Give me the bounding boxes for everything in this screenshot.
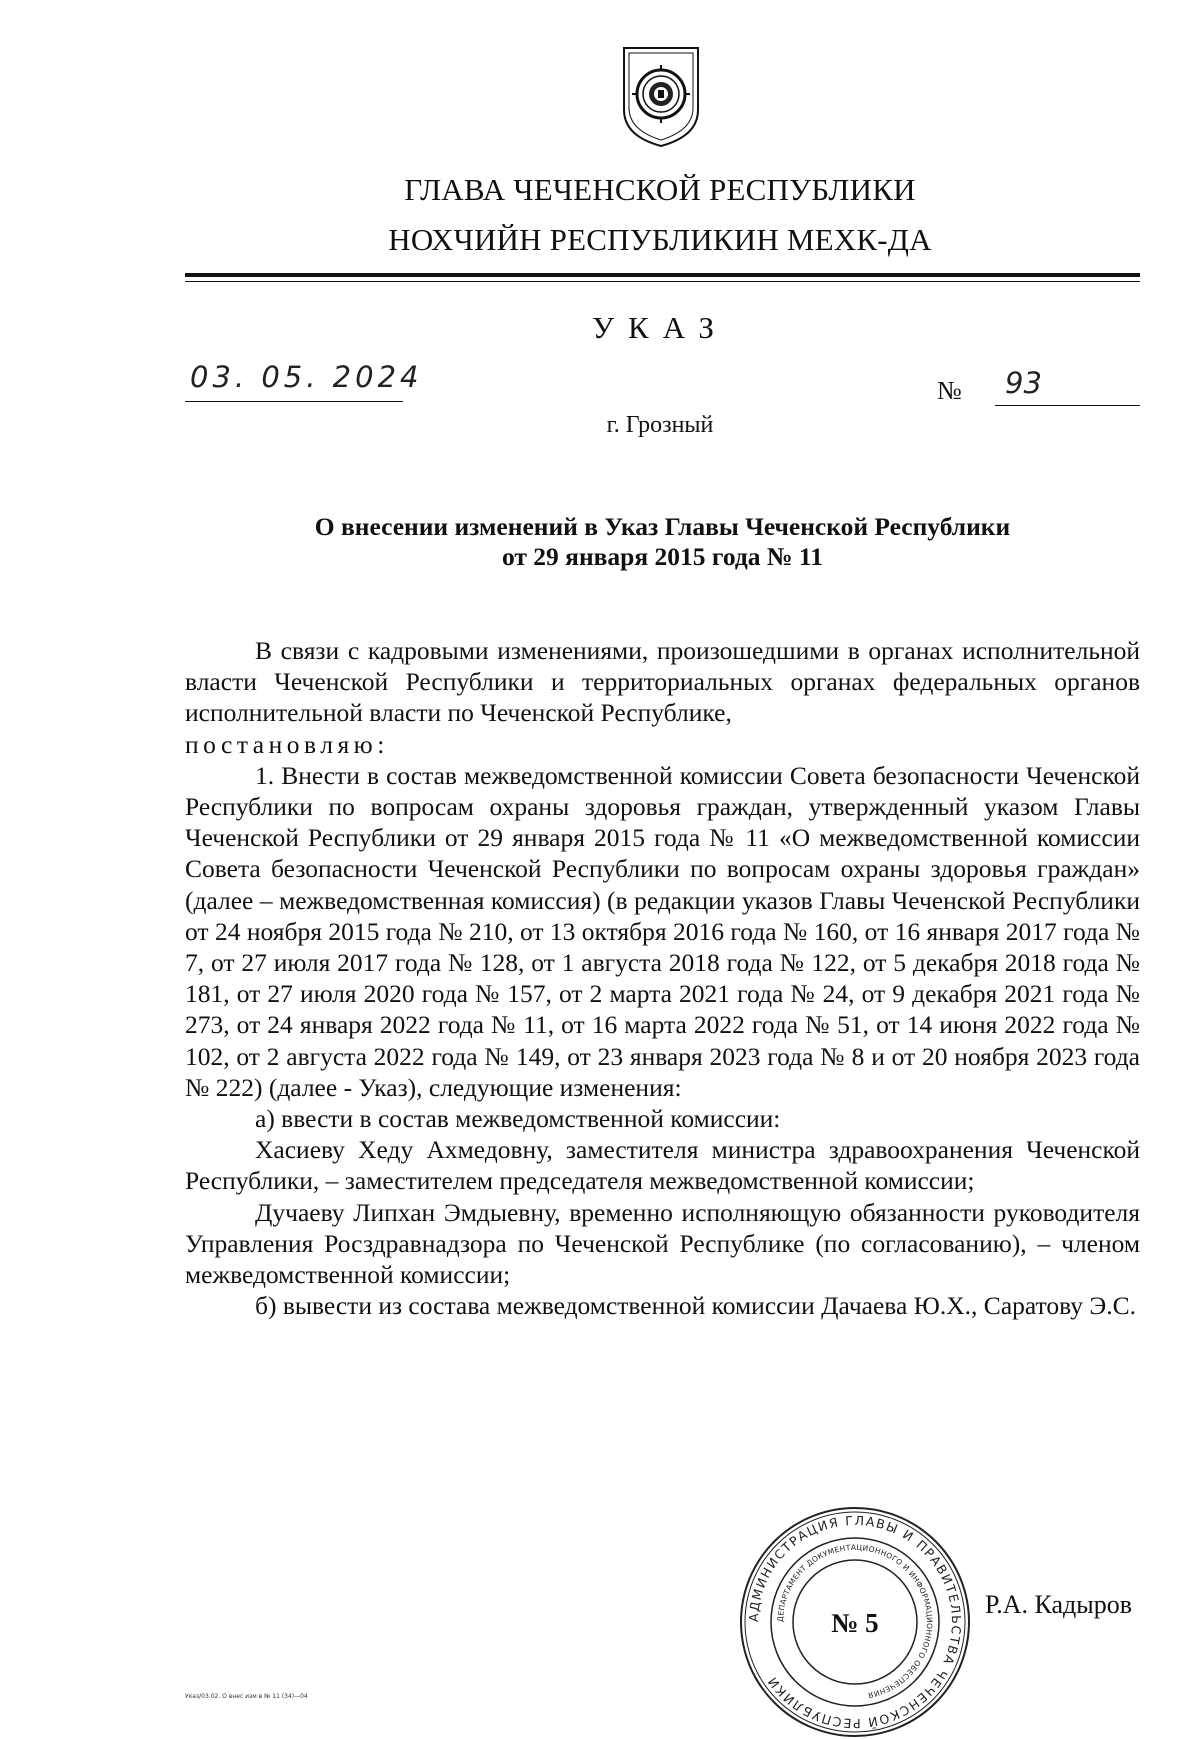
paragraph-a: а) ввести в состав межведомственной комиссии: (255, 1104, 781, 1134)
stamp-outer-text: АДМИНИСТРАЦИЯ ГЛАВЫ И ПРАВИТЕЛЬСТВА ЧЕЧЕНСКОЙ РЕСПУБЛИКИ (745, 1512, 965, 1732)
header-rule-thin (185, 281, 1140, 282)
number-label: № (937, 376, 962, 405)
number-underline (995, 405, 1140, 406)
stamp-inner-text: ДЕПАРТАМЕНТ ДОКУМЕНТАЦИОННОГО И ИНФОРМАЦИОННОГО ОБЕСПЕЧЕНИЯ (775, 1542, 935, 1700)
paragraph-khasieva: Хасиеву Хеду Ахмедовну, заместителя министра здравоохранения Чеченской Республики, – заместителем председателя межведомственной комиссии; (185, 1135, 1140, 1196)
handwritten-date: 03. 05. 2024 (190, 360, 423, 394)
preamble-text: В связи с кадровыми изменениями, произошедшими в органах исполнительной власти Чеченской Республики и территориальных органах федеральных органов исполнительной власти по Чеченской Республике, (185, 636, 1140, 728)
decree-title-line1: О внесении изменений в Указ Главы Чеченской Республики (314, 512, 1011, 541)
issuer-title-chechen: НОХЧИЙН РЕСПУБЛИКИН МЕХК-ДА (388, 222, 932, 257)
paragraph-b: б) вывести из состава межведомственной комиссии Дачаева Ю.Х., Саратову Э.С. (255, 1291, 1136, 1321)
issuer-title: ГЛАВА ЧЕЧЕНСКОЙ РЕСПУБЛИКИ (404, 172, 916, 207)
official-stamp (738, 1505, 972, 1739)
document-type: УКАЗ (592, 310, 728, 345)
document-code: Указ/03.02. О внес изм в № 11 (34)—04 (185, 1693, 308, 1700)
decree-word: постановляю: (185, 729, 389, 759)
date-underline (185, 401, 403, 402)
paragraph-1: 1. Внести в состав межведомственной комиссии Совета безопасности Чеченской Республики по вопросам охраны здоровья граждан, утвержденный указом Главы Чеченской Республики от 29 января 2015 года № 11 «О межведомственной комиссии Совета безопасности Чеченской Республики по вопросам охраны здоровья граждан» (далее – межведомственная комиссия) (в редакции указов Главы Чеченской Республики от 24 ноября 2015 года № 210, от 13 октября 2016 года № 160, от 16 января 2017 года № 7, от 27 июля 2017 года № 128, от 1 августа 2018 года № 122, от 5 декабря 2018 года № 181, от 27 июля 2020 года № 157, от 2 марта 2021 года № 24, от 9 декабря 2021 года № 273, от 24 января 2022 года № 11, от 16 марта 2022 года № 51, от 14 июня 2022 года № 102, от 2 августа 2022 года № 149, от 23 января 2023 года № 8 и от 20 ноября 2023 года № 222) (далее - Указ), следующие изменения: (185, 760, 1140, 1102)
stamp-number: № 5 (831, 1608, 879, 1638)
decree-body (185, 635, 1140, 1321)
handwritten-number: 93 (1005, 366, 1042, 400)
coat-of-arms-emblem (618, 44, 704, 148)
decree-title (185, 512, 1140, 572)
paragraph-duchaeva: Дучаеву Липхан Эмдыевну, временно исполняющую обязанности руководителя Управления Росздравнадзора по Чеченской Республике (по согласованию), – членом межведомственной комиссии; (185, 1197, 1140, 1290)
decree-title-line2: от 29 января 2015 года № 11 (501, 542, 823, 571)
signatory-name: Р.А. Кадыров (985, 1590, 1132, 1619)
preamble (185, 635, 1140, 760)
city: г. Грозный (606, 412, 714, 438)
header-rule-thick (185, 273, 1140, 277)
